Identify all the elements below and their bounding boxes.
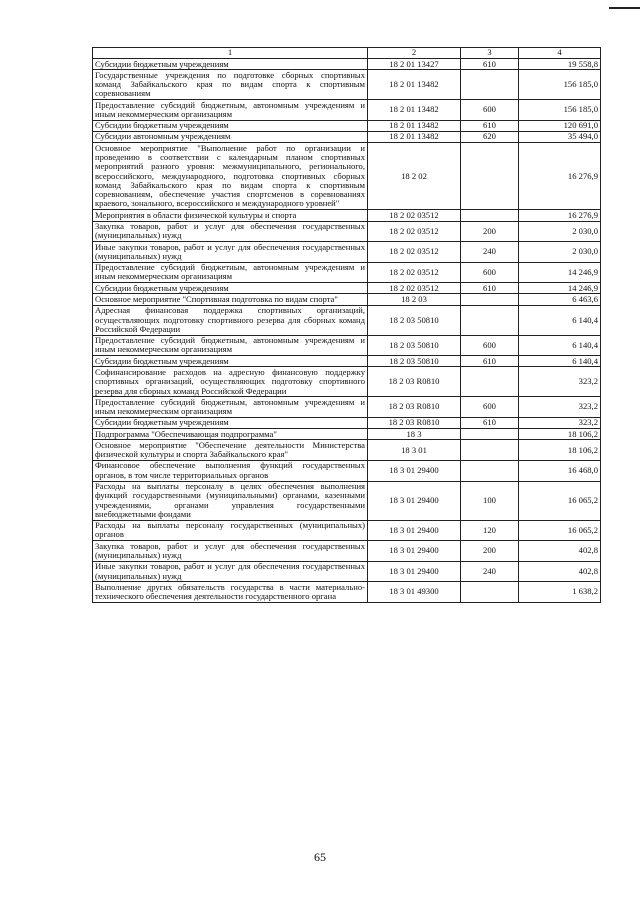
target-article-code-cell: 18 3 01 29400 [368, 561, 461, 582]
table-row [93, 143, 601, 210]
table-row [93, 429, 601, 440]
expense-name-cell: Основное мероприятие "Обеспечение деятельности Министерства физической культуры и спорта Забайкальского края" [93, 440, 368, 461]
table-row [93, 242, 601, 263]
target-article-code-cell: 18 2 02 03512 [368, 262, 461, 283]
expense-type-code-cell [461, 367, 519, 397]
target-article-code-cell: 18 3 01 29400 [368, 520, 461, 541]
table-row [93, 120, 601, 131]
expense-name-cell: Субсидии автономным учреждениям [93, 131, 368, 142]
expense-type-code-cell [461, 70, 519, 100]
target-article-code-cell: 18 2 02 03512 [368, 242, 461, 263]
target-article-code-cell: 18 2 02 03512 [368, 221, 461, 242]
table-row [93, 460, 601, 481]
expense-type-code-cell [461, 440, 519, 461]
expense-name-cell: Мероприятия в области физической культуры и спорта [93, 210, 368, 221]
target-article-code-cell: 18 2 03 R0810 [368, 367, 461, 397]
expense-type-code-cell: 620 [461, 131, 519, 142]
amount-cell: 35 494,0 [519, 131, 601, 142]
amount-cell: 16 065,2 [519, 520, 601, 541]
amount-cell: 323,2 [519, 417, 601, 428]
column-header-1: 1 [93, 48, 368, 59]
table-row [93, 70, 601, 100]
table-row [93, 131, 601, 142]
amount-cell: 16 276,9 [519, 143, 601, 210]
expense-name-cell: Государственные учреждения по подготовке сборных спортивных команд Забайкальского края по видам спорта к спортивным соревнованиям [93, 70, 368, 100]
table-row [93, 440, 601, 461]
target-article-code-cell: 18 2 03 R0810 [368, 417, 461, 428]
amount-cell: 19 558,8 [519, 59, 601, 70]
amount-cell: 6 140,4 [519, 305, 601, 335]
expense-name-cell: Предоставление субсидий бюджетным, автономным учреждениям и иным некоммерческим организациям [93, 262, 368, 283]
header-row [93, 48, 601, 59]
column-header-4: 4 [519, 48, 601, 59]
table-row [93, 210, 601, 221]
amount-cell: 120 691,0 [519, 120, 601, 131]
target-article-code-cell: 18 2 03 50810 [368, 356, 461, 367]
expense-name-cell: Субсидии бюджетным учреждениям [93, 356, 368, 367]
budget-table [92, 47, 601, 603]
column-header-2: 2 [368, 48, 461, 59]
amount-cell: 6 463,6 [519, 294, 601, 305]
table-row [93, 283, 601, 294]
expense-name-cell: Субсидии бюджетным учреждениям [93, 59, 368, 70]
table-row [93, 561, 601, 582]
target-article-code-cell: 18 3 01 49300 [368, 582, 461, 603]
amount-cell: 6 140,4 [519, 335, 601, 356]
expense-type-code-cell: 610 [461, 417, 519, 428]
target-article-code-cell: 18 3 01 29400 [368, 481, 461, 520]
expense-type-code-cell: 240 [461, 561, 519, 582]
table-row [93, 335, 601, 356]
table-row [93, 262, 601, 283]
table-row [93, 305, 601, 335]
expense-type-code-cell: 100 [461, 481, 519, 520]
target-article-code-cell: 18 2 02 03512 [368, 283, 461, 294]
expense-name-cell: Иные закупки товаров, работ и услуг для обеспечения государственных (муниципальных) нужд [93, 242, 368, 263]
amount-cell: 6 140,4 [519, 356, 601, 367]
target-article-code-cell: 18 2 01 13482 [368, 70, 461, 100]
expense-name-cell: Предоставление субсидий бюджетным, автономным учреждениям и иным некоммерческим организациям [93, 100, 368, 121]
expense-type-code-cell [461, 429, 519, 440]
expense-type-code-cell: 200 [461, 541, 519, 562]
column-header-3: 3 [461, 48, 519, 59]
target-article-code-cell: 18 3 [368, 429, 461, 440]
table-row [93, 481, 601, 520]
expense-name-cell: Подпрограмма "Обеспечивающая подпрограмма" [93, 429, 368, 440]
expense-name-cell: Расходы на выплаты персоналу в целях обеспечения выполнения функций государственными (муниципальными) органами, казенными учреждениями, органами управления государственными внебюджетными фондами [93, 481, 368, 520]
table-row [93, 100, 601, 121]
expense-name-cell: Субсидии бюджетным учреждениям [93, 120, 368, 131]
expense-type-code-cell: 600 [461, 262, 519, 283]
expense-type-code-cell: 600 [461, 100, 519, 121]
expense-type-code-cell: 200 [461, 221, 519, 242]
amount-cell: 402,8 [519, 561, 601, 582]
table-row [93, 221, 601, 242]
target-article-code-cell: 18 2 01 13482 [368, 120, 461, 131]
expense-type-code-cell: 610 [461, 283, 519, 294]
amount-cell: 402,8 [519, 541, 601, 562]
expense-name-cell: Иные закупки товаров, работ и услуг для обеспечения государственных (муниципальных) нужд [93, 561, 368, 582]
amount-cell: 2 030,0 [519, 221, 601, 242]
amount-cell: 2 030,0 [519, 242, 601, 263]
expense-name-cell: Основное мероприятие "Выполнение работ по организации и проведению в соответствии с календарным планом спортивных мероприятий разного уровня: межмуниципального, регионального, всероссийского, международного, подготовка спортивных сборных команд Забайкальского края по видам спорта к спортивным соревнованиям, обеспечение участия спортсменов в соревнованиях краевого, зонального, всероссийского и международного уровней" [93, 143, 368, 210]
expense-name-cell: Адресная финансовая поддержка спортивных организаций, осуществляющих подготовку спортивного резерва для сборных команд Российской Федерации [93, 305, 368, 335]
table-row [93, 356, 601, 367]
target-article-code-cell: 18 2 03 50810 [368, 305, 461, 335]
amount-cell: 16 065,2 [519, 481, 601, 520]
expense-type-code-cell [461, 582, 519, 603]
expense-type-code-cell: 120 [461, 520, 519, 541]
target-article-code-cell: 18 2 03 [368, 294, 461, 305]
table-row [93, 367, 601, 397]
amount-cell: 14 246,9 [519, 262, 601, 283]
expense-name-cell: Закупка товаров, работ и услуг для обеспечения государственных (муниципальных) нужд [93, 221, 368, 242]
expense-name-cell: Финансовое обеспечение выполнения функций государственных органов, в том числе территориальных органов [93, 460, 368, 481]
target-article-code-cell: 18 2 02 [368, 143, 461, 210]
amount-cell: 156 185,0 [519, 70, 601, 100]
target-article-code-cell: 18 2 01 13482 [368, 131, 461, 142]
table-row [93, 520, 601, 541]
table-row [93, 582, 601, 603]
expense-name-cell: Основное мероприятие "Спортивная подготовка по видам спорта" [93, 294, 368, 305]
expense-type-code-cell: 240 [461, 242, 519, 263]
amount-cell: 18 106,2 [519, 440, 601, 461]
expense-name-cell: Предоставление субсидий бюджетным, автономным учреждениям и иным некоммерческим организациям [93, 335, 368, 356]
expense-type-code-cell [461, 143, 519, 210]
expense-name-cell: Софинансирование расходов на адресную финансовую поддержку спортивных организаций, осуществляющих подготовку спортивного резерва для сборных команд Российской Федерации [93, 367, 368, 397]
amount-cell: 156 185,0 [519, 100, 601, 121]
expense-type-code-cell: 610 [461, 59, 519, 70]
amount-cell: 16 276,9 [519, 210, 601, 221]
amount-cell: 18 106,2 [519, 429, 601, 440]
table-row [93, 59, 601, 70]
table-row [93, 417, 601, 428]
expense-type-code-cell [461, 294, 519, 305]
amount-cell: 14 246,9 [519, 283, 601, 294]
target-article-code-cell: 18 3 01 29400 [368, 460, 461, 481]
target-article-code-cell: 18 2 01 13427 [368, 59, 461, 70]
target-article-code-cell: 18 2 03 50810 [368, 335, 461, 356]
table-row [93, 397, 601, 418]
amount-cell: 1 638,2 [519, 582, 601, 603]
table-row [93, 541, 601, 562]
expense-name-cell: Закупка товаров, работ и услуг для обеспечения государственных (муниципальных) нужд [93, 541, 368, 562]
expense-type-code-cell: 600 [461, 397, 519, 418]
expense-name-cell: Предоставление субсидий бюджетным, автономным учреждениям и иным некоммерческим организациям [93, 397, 368, 418]
expense-type-code-cell [461, 460, 519, 481]
amount-cell: 323,2 [519, 367, 601, 397]
expense-name-cell: Субсидии бюджетным учреждениям [93, 283, 368, 294]
amount-cell: 16 468,0 [519, 460, 601, 481]
target-article-code-cell: 18 3 01 [368, 440, 461, 461]
target-article-code-cell: 18 3 01 29400 [368, 541, 461, 562]
expense-name-cell: Субсидии бюджетным учреждениям [93, 417, 368, 428]
amount-cell: 323,2 [519, 397, 601, 418]
expense-type-code-cell [461, 305, 519, 335]
scan-edge-mark [609, 7, 640, 9]
target-article-code-cell: 18 2 01 13482 [368, 100, 461, 121]
table-row [93, 294, 601, 305]
page-number: 65 [314, 850, 326, 864]
target-article-code-cell: 18 2 02 03512 [368, 210, 461, 221]
table-body [93, 59, 601, 603]
expense-name-cell: Расходы на выплаты персоналу государственных (муниципальных) органов [93, 520, 368, 541]
expense-type-code-cell [461, 210, 519, 221]
target-article-code-cell: 18 2 03 R0810 [368, 397, 461, 418]
expense-type-code-cell: 600 [461, 335, 519, 356]
expense-type-code-cell: 610 [461, 120, 519, 131]
expense-name-cell: Выполнение других обязательств государства в части материально-технического обеспечения деятельности государственного органа [93, 582, 368, 603]
expense-type-code-cell: 610 [461, 356, 519, 367]
